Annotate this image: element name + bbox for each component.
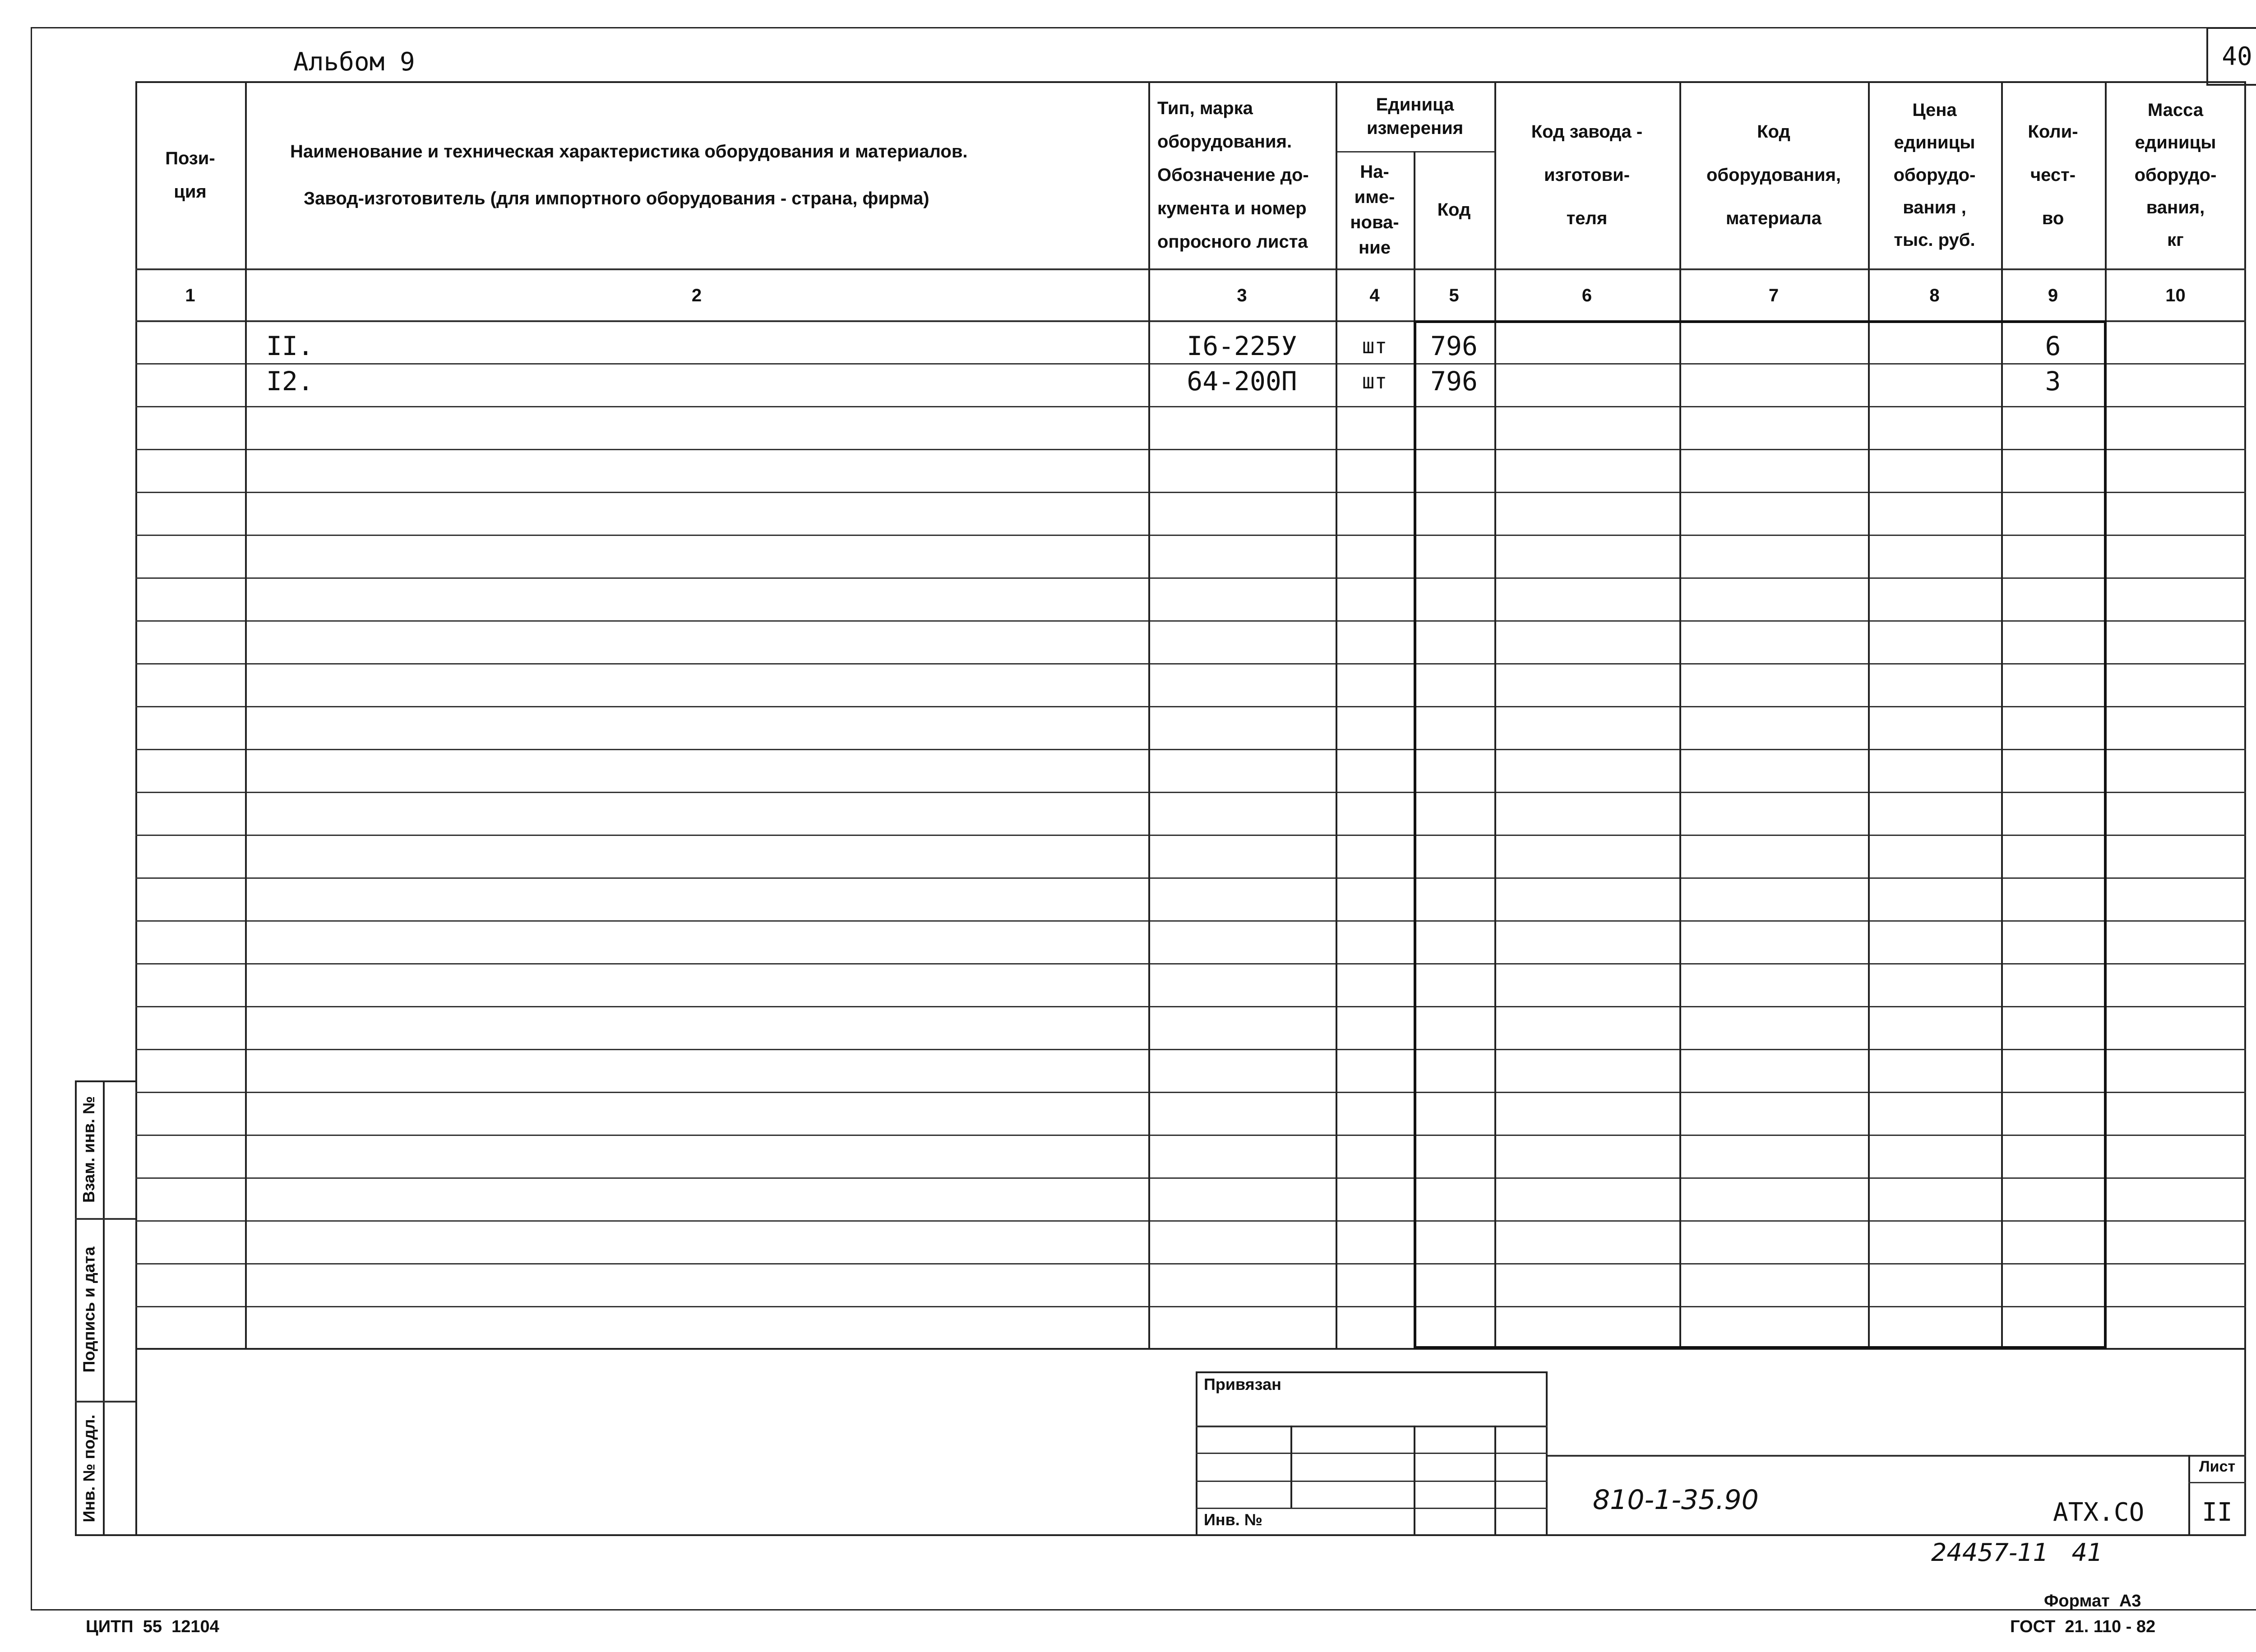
header-type: Тип, марка оборудования. Обозначение до- кумента и номер опросного листа — [1157, 98, 1309, 252]
colnum-5: 5 — [1449, 285, 1459, 305]
stamp-vzam-inv: Взам. инв. № — [79, 1096, 98, 1203]
privyazan-col-2 — [1414, 1426, 1415, 1536]
header-position: Пози- ция — [165, 148, 215, 202]
page-number: 40 — [2222, 42, 2252, 71]
inv-no-label: Инв. № — [1204, 1510, 1262, 1529]
album-label: Альбом 9 — [293, 47, 415, 77]
row-1-unit: шт — [1362, 334, 1387, 358]
stamp-podpis-data: Подпись и дата — [79, 1246, 98, 1372]
header-unit-code: Код — [1437, 200, 1471, 220]
mark-code: АТХ.СО — [2053, 1498, 2145, 1527]
row-1-code: 796 — [1430, 331, 1478, 361]
sheet-label: Лист — [2199, 1458, 2236, 1475]
privyazan-label: Привязан — [1204, 1375, 1281, 1394]
footer-format: Формат А3 — [2044, 1592, 2141, 1610]
row-1-name: II. — [266, 331, 314, 361]
sheet-number: II — [2202, 1498, 2233, 1527]
privyazan-col-3 — [1494, 1426, 1496, 1536]
row-2-unit: шт — [1362, 369, 1387, 393]
colnum-10: 10 — [2165, 285, 2186, 305]
header-price: Цена единицы оборудо- вания , тыс. руб. — [1893, 100, 1976, 250]
thick-frame-cols-5-9 — [1414, 320, 2107, 1349]
header-factory-code: Код завода - изготови- теля — [1531, 121, 1643, 228]
row-2-qty: 3 — [2045, 366, 2061, 397]
stamp-inv-podl: Инв. № подл. — [79, 1414, 98, 1523]
header-equipment-code: Код оборудования, материала — [1706, 121, 1841, 228]
footer-gost: ГОСТ 21. 110 - 82 — [2010, 1617, 2156, 1636]
colnum-2: 2 — [691, 285, 702, 305]
handwritten-number: 24457-11 41 — [1931, 1538, 2103, 1567]
page-number-box — [2206, 27, 2256, 86]
header-unit-group: Единица измерения — [1366, 94, 1464, 138]
title-block — [135, 1349, 2246, 1536]
row-2-code: 796 — [1430, 366, 1478, 397]
header-name: Наименование и техническая характеристика оборудования и материалов. Завод-изготовитель (для импортного оборудования - страна, фирма) — [290, 141, 968, 208]
header-unit-name: На- име- нова- ние — [1350, 162, 1399, 258]
colnum-8: 8 — [1929, 285, 1940, 305]
doc-code: 810-1-35.90 — [1593, 1484, 1759, 1516]
header-quantity: Коли- чест- во — [2028, 121, 2078, 228]
footer-cipt: ЦИТП 55 12104 — [86, 1617, 219, 1636]
header-bottom-line — [135, 268, 2246, 270]
row-2-type: 64-200П — [1187, 366, 1297, 397]
sheet-box-line — [2188, 1482, 2246, 1483]
colnum-1: 1 — [185, 285, 195, 305]
colnum-4: 4 — [1369, 285, 1380, 305]
doc-code-top-line — [1548, 1455, 2246, 1457]
side-stamp-divider — [103, 1080, 105, 1536]
row-1-type: I6-225У — [1187, 331, 1297, 361]
colnum-7: 7 — [1768, 285, 1779, 305]
colnum-6: 6 — [1581, 285, 1592, 305]
row-1-qty: 6 — [2045, 331, 2061, 361]
colnum-3: 3 — [1237, 285, 1247, 305]
row-2-name: I2. — [266, 366, 314, 397]
colnum-9: 9 — [2048, 285, 2058, 305]
header-mass: Масса единицы оборудо- вания, кг — [2134, 100, 2217, 250]
privyazan-col-1 — [1290, 1426, 1292, 1508]
